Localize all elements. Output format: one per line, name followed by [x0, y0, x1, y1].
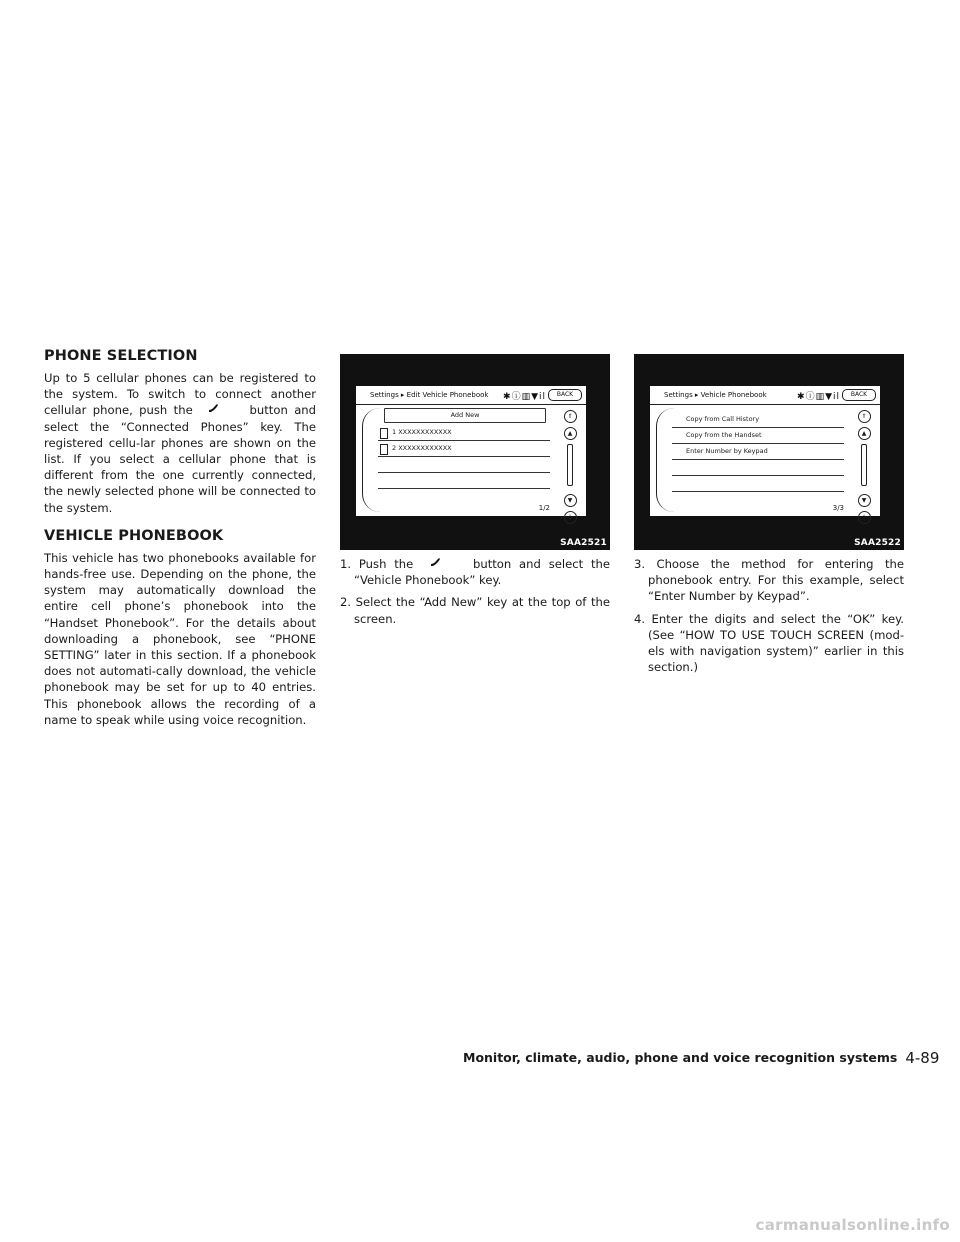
phone-selection-paragraph [44, 370, 316, 516]
list-item[interactable] [378, 425, 550, 441]
steps-1-2 [340, 556, 610, 627]
figure-code: SAA2521 [560, 538, 607, 548]
copy-from-call-history-key[interactable] [672, 412, 844, 428]
page-up-icon[interactable]: ⇑ [858, 410, 871, 423]
screen-header [650, 386, 880, 405]
enter-number-by-keypad-key[interactable] [672, 444, 844, 460]
list-item-empty [378, 473, 550, 489]
column-middle [340, 348, 610, 633]
list-item-empty [378, 489, 550, 504]
screen-edit-vehicle-phonebook [356, 386, 586, 521]
page-down-icon[interactable]: ⇓ [858, 511, 871, 524]
scroll-up-icon[interactable]: ▲ [858, 427, 871, 440]
entry-icon [380, 428, 388, 439]
step-1-text-b: button and select the “Vehicle Phonebook” key. [354, 557, 611, 588]
column-right [634, 348, 904, 681]
phone-selection-text-a: Up to 5 cellular phones can be registered to the system. To switch to connect another cellular phone, push the [44, 371, 316, 418]
page-down-icon[interactable]: ⇓ [564, 511, 577, 524]
copy-from-handset-key[interactable] [672, 428, 844, 444]
back-button[interactable]: BACK [548, 389, 582, 401]
step-4: 4. Enter the digits and select the “OK” key. (See “HOW TO USE TOUCH SCREEN (mod-els with navigation system)” earlier in this section.) [634, 611, 904, 675]
list-item-empty [378, 457, 550, 473]
scroll-down-icon[interactable]: ▼ [564, 494, 577, 507]
breadcrumb: Settings ▸ Edit Vehicle Phonebook [370, 391, 489, 399]
vehicle-phonebook-paragraph: This vehicle has two phonebooks available for hands-free use. Depending on the phone, the system may automatically download the entire cell phone’s phonebook into the “Handset Phonebook”. For the details about downloading a phonebook, see “PHONE SETTING” later in this section. If a phonebook does not automati-cally download, the vehicle phonebook may be set for up to 40 entries. This phonebook allows the recording of a name to speak while using voice recognition. [44, 550, 316, 727]
figure-vehicle-phonebook [634, 354, 904, 550]
figure-code: SAA2522 [854, 538, 901, 548]
heading-phone-selection: PHONE SELECTION [44, 348, 198, 364]
entry-method-list [672, 408, 844, 507]
list-item-empty [672, 476, 844, 492]
phonebook-list [378, 408, 550, 504]
list-item-empty [672, 492, 844, 507]
scroll-controls [856, 410, 872, 521]
page-number: 4-89 [905, 1049, 940, 1067]
figure-edit-vehicle-phonebook [340, 354, 610, 550]
heading-vehicle-phonebook: VEHICLE PHONEBOOK [44, 527, 224, 544]
page-footer [463, 1049, 939, 1067]
scrollbar[interactable] [567, 444, 573, 486]
phone-icon [421, 556, 465, 568]
page-indicator: 3/3 [832, 504, 844, 512]
list-item-empty [672, 460, 844, 476]
list-item[interactable] [378, 441, 550, 457]
step-1 [340, 556, 610, 588]
list-item-label: Copy from the Handset [686, 431, 762, 439]
add-new-key[interactable]: Add New [384, 408, 546, 423]
watermark: carmanualsonline.info [755, 1216, 950, 1234]
page-indicator: 1/2 [538, 504, 550, 512]
scroll-up-icon[interactable]: ▲ [564, 427, 577, 440]
list-item-label: Enter Number by Keypad [686, 447, 768, 455]
status-icons: ✱ⓘ▥▼il [797, 392, 840, 402]
step-2: 2. Select the “Add New” key at the top of the screen. [340, 595, 610, 626]
screen-header [356, 386, 586, 405]
phone-selection-text-b: button and select the “Connected Phones” key. The registered cellu-lar phones are shown on the list. If you select a cellular phone that is different from the one currently connected, the newly selected phone will be connected to the system. [44, 403, 317, 515]
step-3: 3. Choose the method for entering the phonebook entry. For this example, select “Enter Number by Keypad”. [634, 557, 904, 604]
status-icons: ✱ⓘ▥▼il [503, 392, 546, 402]
screen-vehicle-phonebook [650, 386, 880, 521]
column-left [44, 348, 316, 740]
entry-icon [380, 444, 388, 455]
list-item-label: 2 XXXXXXXXXXXX [392, 444, 452, 452]
step-1-text-a: 1. Push the [340, 557, 414, 571]
phone-icon [199, 402, 243, 414]
scrollbar[interactable] [861, 444, 867, 486]
breadcrumb: Settings ▸ Vehicle Phonebook [664, 391, 767, 399]
list-item-label: 1 XXXXXXXXXXXX [392, 428, 452, 436]
steps-3-4 [634, 556, 904, 675]
page-up-icon[interactable]: ⇑ [564, 410, 577, 423]
footer-section-title: Monitor, climate, audio, phone and voice recognition systems [463, 1050, 898, 1065]
scroll-controls [562, 410, 578, 521]
list-item-label: Copy from Call History [686, 415, 760, 423]
back-button[interactable]: BACK [842, 389, 876, 401]
scroll-down-icon[interactable]: ▼ [858, 494, 871, 507]
